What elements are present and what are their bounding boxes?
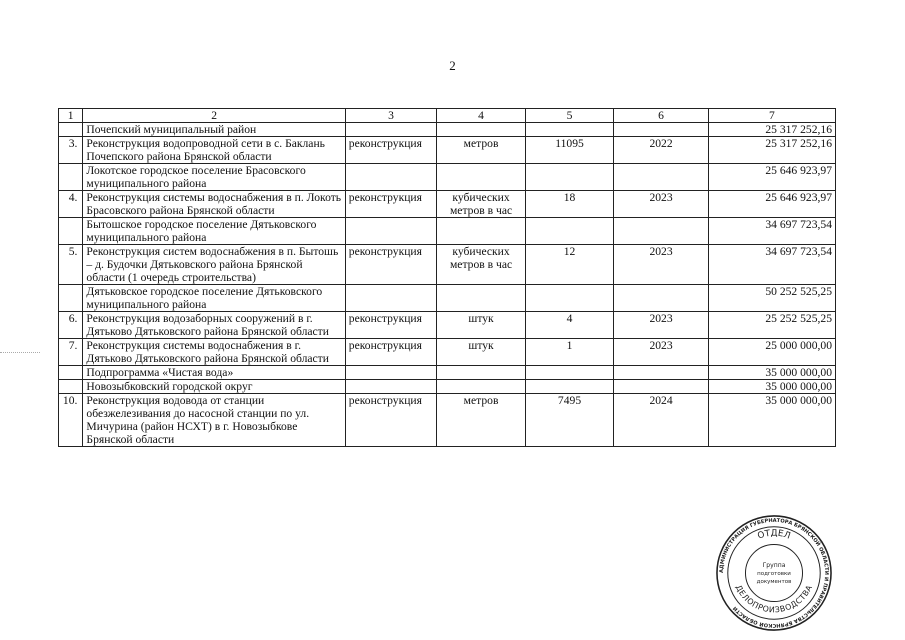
number-cell <box>59 285 83 312</box>
year-cell <box>614 164 709 191</box>
work-type-cell: реконструкция <box>345 339 437 366</box>
year-cell: 2023 <box>614 191 709 218</box>
name-cell: Реконструкция водовода от станции обезжелезивания до насосной станции по ул. Мичурина (район НСХТ) в г. Новозыбкове Брянской области <box>83 394 345 447</box>
quantity-cell <box>525 285 613 312</box>
work-type-cell <box>345 164 437 191</box>
number-cell: 10. <box>59 394 83 447</box>
total-cell: 50 252 525,25 <box>708 285 835 312</box>
number-cell: 3. <box>59 137 83 164</box>
quantity-cell: 7495 <box>525 394 613 447</box>
work-type-cell <box>345 218 437 245</box>
name-cell: Реконструкция систем водоснабжения в п. Бытошь – д. Будочки Дятьковского района Брянской области (1 очередь строительства) <box>83 245 345 285</box>
total-cell: 35 000 000,00 <box>708 380 835 394</box>
unit-cell: штук <box>437 312 525 339</box>
unit-cell: штук <box>437 339 525 366</box>
object-row <box>59 339 836 366</box>
page-number: 2 <box>449 58 456 73</box>
year-cell <box>614 285 709 312</box>
unit-cell <box>437 218 525 245</box>
total-cell: 25 317 252,16 <box>708 137 835 164</box>
work-type-cell <box>345 366 437 380</box>
number-cell: 7. <box>59 339 83 366</box>
name-cell: Бытошское городское поселение Дятьковского муниципального района <box>83 218 345 245</box>
unit-cell <box>437 123 525 137</box>
column-number: 4 <box>437 109 525 123</box>
name-cell: Новозыбковский городской округ <box>83 380 345 394</box>
group-row <box>59 218 836 245</box>
column-number: 2 <box>83 109 345 123</box>
name-cell: Почепский муниципальный район <box>83 123 345 137</box>
object-row <box>59 191 836 218</box>
quantity-cell: 12 <box>525 245 613 285</box>
work-type-cell: реконструкция <box>345 394 437 447</box>
unit-cell <box>437 366 525 380</box>
total-cell: 25 317 252,16 <box>708 123 835 137</box>
group-row <box>59 123 836 137</box>
object-row <box>59 137 836 164</box>
year-cell: 2023 <box>614 312 709 339</box>
name-cell: Подпрограмма «Чистая вода» <box>83 366 345 380</box>
stamp-ring-text: АДМИНИСТРАЦИЯ ГУБЕРНАТОРА БРЯНСКОЙ ОБЛАСТИ И ПРАВИТЕЛЬСТВА БРЯНСКОЙ ОБЛАСТИ <box>718 517 830 629</box>
quantity-cell: 18 <box>525 191 613 218</box>
object-list-table <box>58 108 836 447</box>
number-cell <box>59 380 83 394</box>
quantity-cell <box>525 164 613 191</box>
unit-cell: метров <box>437 394 525 447</box>
total-cell: 25 646 923,97 <box>708 164 835 191</box>
year-cell <box>614 218 709 245</box>
column-number: 5 <box>525 109 613 123</box>
work-type-cell: реконструкция <box>345 312 437 339</box>
year-cell <box>614 123 709 137</box>
stamp-top-text: ОТДЕЛ <box>756 528 792 542</box>
number-cell <box>59 366 83 380</box>
year-cell: 2023 <box>614 245 709 285</box>
quantity-cell: 4 <box>525 312 613 339</box>
svg-text:ОТДЕЛ <box>756 529 791 542</box>
group-row <box>59 380 836 394</box>
office-stamp <box>715 514 833 632</box>
year-cell <box>614 380 709 394</box>
year-cell: 2023 <box>614 339 709 366</box>
quantity-cell <box>525 218 613 245</box>
object-row <box>59 394 836 447</box>
year-cell: 2024 <box>614 394 709 447</box>
column-number: 6 <box>614 109 709 123</box>
total-cell: 25 646 923,97 <box>708 191 835 218</box>
work-type-cell <box>345 123 437 137</box>
year-cell <box>614 366 709 380</box>
total-cell: 35 000 000,00 <box>708 394 835 447</box>
group-row <box>59 366 836 380</box>
total-cell: 34 697 723,54 <box>708 218 835 245</box>
work-type-cell: реконструкция <box>345 191 437 218</box>
name-cell: Локотское городское поселение Брасовского муниципального района <box>83 164 345 191</box>
table-body <box>59 109 836 447</box>
unit-cell <box>437 164 525 191</box>
year-cell: 2022 <box>614 137 709 164</box>
margin-mark <box>0 352 40 353</box>
quantity-cell: 1 <box>525 339 613 366</box>
unit-cell: кубических метров в час <box>437 191 525 218</box>
unit-cell <box>437 285 525 312</box>
number-cell <box>59 123 83 137</box>
work-type-cell: реконструкция <box>345 245 437 285</box>
number-cell: 4. <box>59 191 83 218</box>
work-type-cell: реконструкция <box>345 137 437 164</box>
name-cell: Реконструкция водозаборных сооружений в г. Дятьково Дятьковского района Брянской области <box>83 312 345 339</box>
total-cell: 34 697 723,54 <box>708 245 835 285</box>
stamp-inner-line: документов <box>756 578 792 585</box>
object-row <box>59 245 836 285</box>
name-cell: Дятьковское городское поселение Дятьковского муниципального района <box>83 285 345 312</box>
group-row <box>59 164 836 191</box>
column-number: 7 <box>708 109 835 123</box>
column-number: 1 <box>59 109 83 123</box>
total-cell: 25 252 525,25 <box>708 312 835 339</box>
object-row <box>59 312 836 339</box>
number-cell <box>59 218 83 245</box>
name-cell: Реконструкция водопроводной сети в с. Баклань Почепского района Брянской области <box>83 137 345 164</box>
quantity-cell <box>525 366 613 380</box>
column-number-row <box>59 109 836 123</box>
name-cell: Реконструкция системы водоснабжения в г. Дятьково Дятьковского района Брянской области <box>83 339 345 366</box>
stamp-inner-line: Группа <box>762 562 786 570</box>
quantity-cell <box>525 380 613 394</box>
stamp-bottom-text: ДЕЛОПРОИЗВОДСТВА <box>733 583 815 615</box>
quantity-cell <box>525 123 613 137</box>
column-number: 3 <box>345 109 437 123</box>
stamp-inner-line: подготовки <box>757 570 791 577</box>
work-type-cell <box>345 285 437 312</box>
number-cell: 6. <box>59 312 83 339</box>
unit-cell: метров <box>437 137 525 164</box>
total-cell: 35 000 000,00 <box>708 366 835 380</box>
unit-cell: кубических метров в час <box>437 245 525 285</box>
unit-cell <box>437 380 525 394</box>
number-cell <box>59 164 83 191</box>
number-cell: 5. <box>59 245 83 285</box>
work-type-cell <box>345 380 437 394</box>
name-cell: Реконструкция системы водоснабжения в п. Локоть Брасовского района Брянской области <box>83 191 345 218</box>
group-row <box>59 285 836 312</box>
quantity-cell: 11095 <box>525 137 613 164</box>
total-cell: 25 000 000,00 <box>708 339 835 366</box>
